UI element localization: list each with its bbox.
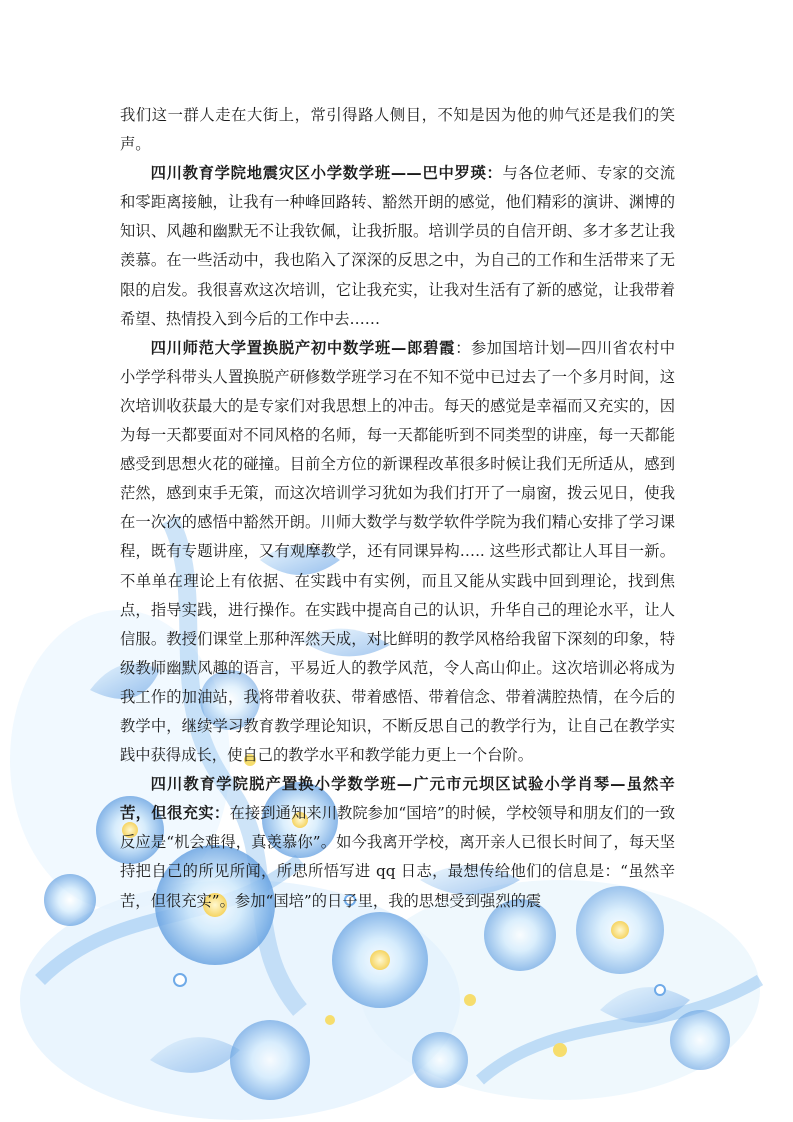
paragraph-1 — [120, 101, 675, 159]
paragraph-1-body: 我们这一群人走在大街上，常引得路人侧目，不知是因为他的帅气还是我们的笑声。 — [120, 106, 675, 154]
paragraph-2-heading: 四川教育学院地震灾区小学数学班——巴中罗瑛： — [150, 164, 503, 183]
paragraph-4-body: 在接到通知来川教院参加“国培”的时候，学校领导和朋友们的一致反应是“机会难得，真羡慕你”。如今我离开学校，离开亲人已很长时间了，每天坚持把自己的所见所闻，所思所悟写进 qq 日志，最想传给他们的信息是：“虽然辛苦，但很充实”。参加“国培”的日子里，我的思想受到强烈的震 — [120, 804, 675, 910]
paragraph-3 — [120, 334, 675, 770]
paragraph-3-heading: 四川师范大学置换脱产初中数学班—郎碧霞 — [150, 338, 456, 357]
paragraph-4-heading: 四川教育学院脱产置换小学数学班—广元市元坝区试验小学肖琴—虽然辛苦，但很充实： — [120, 775, 675, 823]
article-body — [120, 101, 675, 916]
paragraph-4 — [120, 770, 675, 915]
paragraph-2-body: 与各位老师、专家的交流和零距离接触，让我有一种峰回路转、豁然开朗的感觉，他们精彩的演讲、渊博的知识、风趣和幽默无不让我钦佩，让我折服。培训学员的自信开朗、多才多艺让我羡慕。在一些活动中，我也陷入了深深的反思之中，为自己的工作和生活带来了无限的启发。我很喜欢这次培训，它让我充实，让我对生活有了新的感觉，让我带着希望、热情投入到今后的工作中去…… — [120, 164, 675, 328]
paragraph-2 — [120, 159, 675, 334]
paragraph-3-body: ：参加国培计划—四川省农村中小学学科带头人置换脱产研修数学班学习在不知不觉中已过去了一个多月时间，这次培训收获最大的是专家们对我思想上的冲击。每天的感觉是幸福而又充实的，因为每一天都要面对不同风格的名师，每一天都能听到不同类型的讲座，每一天都能感受到思想火花的碰撞。目前全方位的新课程改革很多时候让我们无所适从，感到茫然，感到束手无策，而这次培训学习犹如为我们打开了一扇窗，拨云见日，使我在一次次的感悟中豁然开朗。川师大数学与数学软件学院为我们精心安排了学习课程，既有专题讲座，又有观摩教学，还有同课异构….. 这些形式都让人耳目一新。不单单在理论上有依据、在实践中有实例，而且又能从实践中回到理论，找到焦点，指导实践，进行操作。在实践中提高自己的认识，升华自己的理论水平，让人信服。教授们课堂上那种浑然天成，对比鲜明的教学风格给我留下深刻的印象，特级教师幽默风趣的语言，平易近人的教学风范，令人高山仰止。这次培训必将成为我工作的加油站，我将带着收获、带着感悟、带着信念、带着满腔热情，在今后的教学中，继续学习教育教学理论知识，不断反思自己的教学行为，让自己在教学实践中获得成长，使自己的教学水平和教学能力更上一个台阶。 — [120, 338, 675, 765]
